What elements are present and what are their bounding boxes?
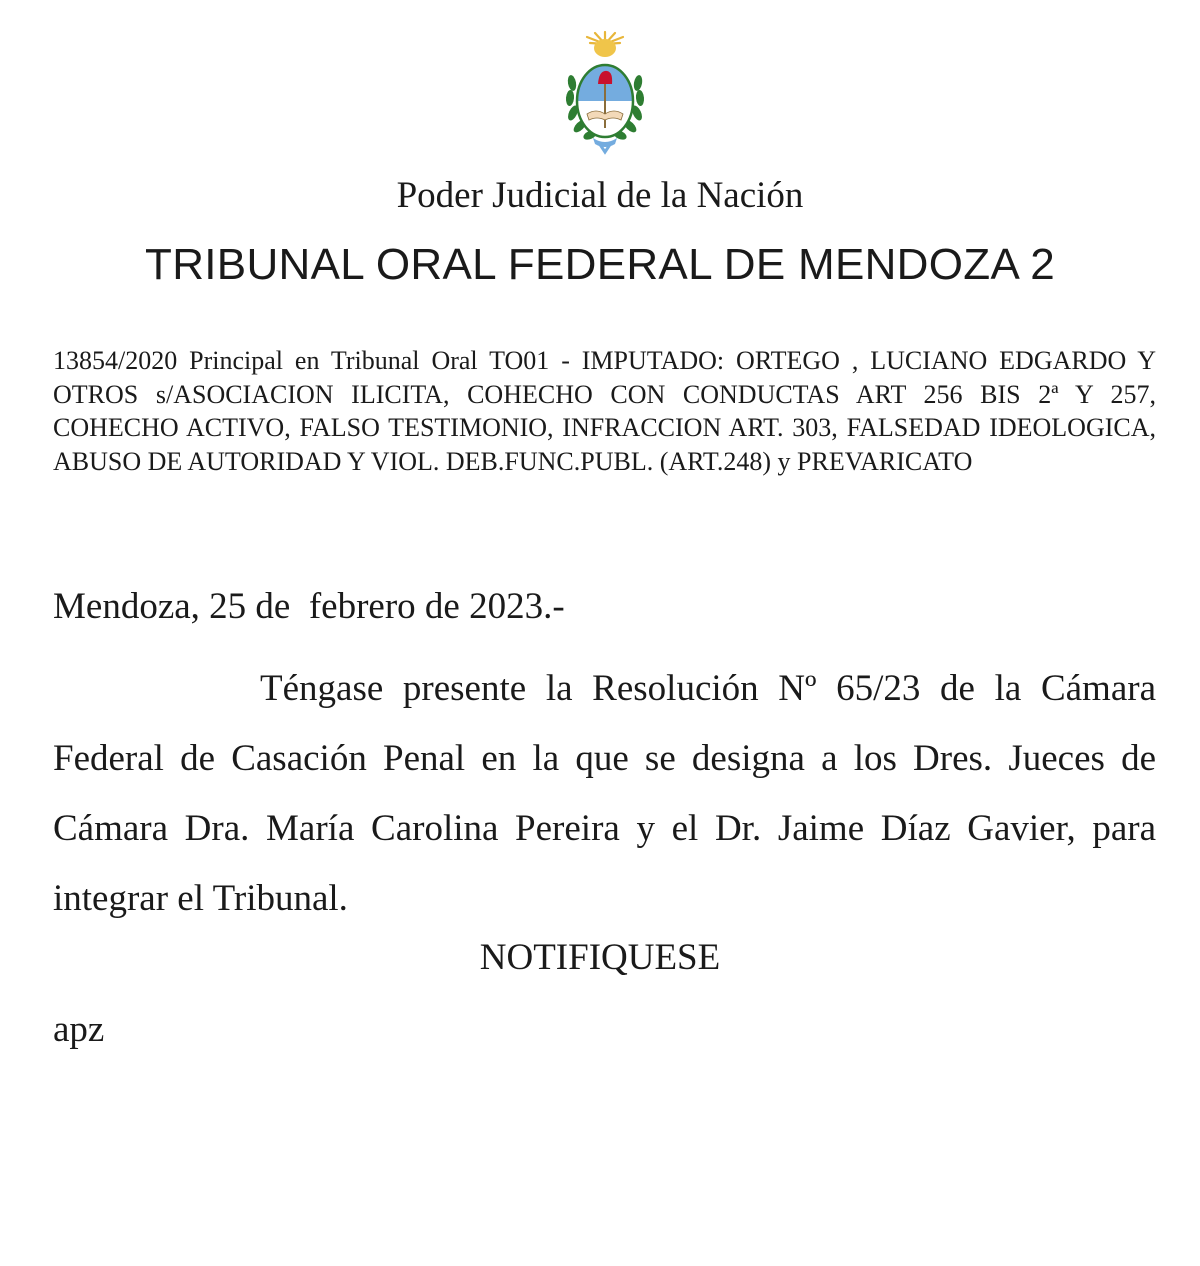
case-caption: 13854/2020 Principal en Tribunal Oral TO01 - IMPUTADO: ORTEGO , LUCIANO EDGARDO Y OTROS s/ASOCIACION ILICITA, COHECHO CON CONDUCTAS ART 256 BIS 2ª Y 257, COHECHO ACTIVO, FALSO TESTIMONIO, INFRACCION ART. 303, FALSEDAD IDEOLOGICA, ABUSO DE AUTORIDAD Y VIOL. DEB.FUNC.PUBL. (ART.248) y PREVARICATO	[53, 346, 1156, 476]
court-name: TRIBUNAL ORAL FEDERAL DE MENDOZA 2	[145, 240, 1055, 289]
author-initials: apz	[53, 1009, 105, 1050]
notification-heading: NOTIFIQUESE	[479, 937, 721, 978]
institution-name: Poder Judicial de la Nación	[396, 175, 804, 216]
resolution-body: Téngase presente la Resolución Nº 65/23 de la Cámara Federal de Casación Penal en la que se designa a los Dres. Jueces de Cámara Dra. María Carolina Pereira y el Dr. Jaime Díaz Gavier, para integrar el Tribunal.	[53, 668, 1156, 919]
date-line: Mendoza, 25 de febrero de 2023.-	[53, 586, 565, 627]
argentina-coat-of-arms-icon	[555, 28, 655, 158]
